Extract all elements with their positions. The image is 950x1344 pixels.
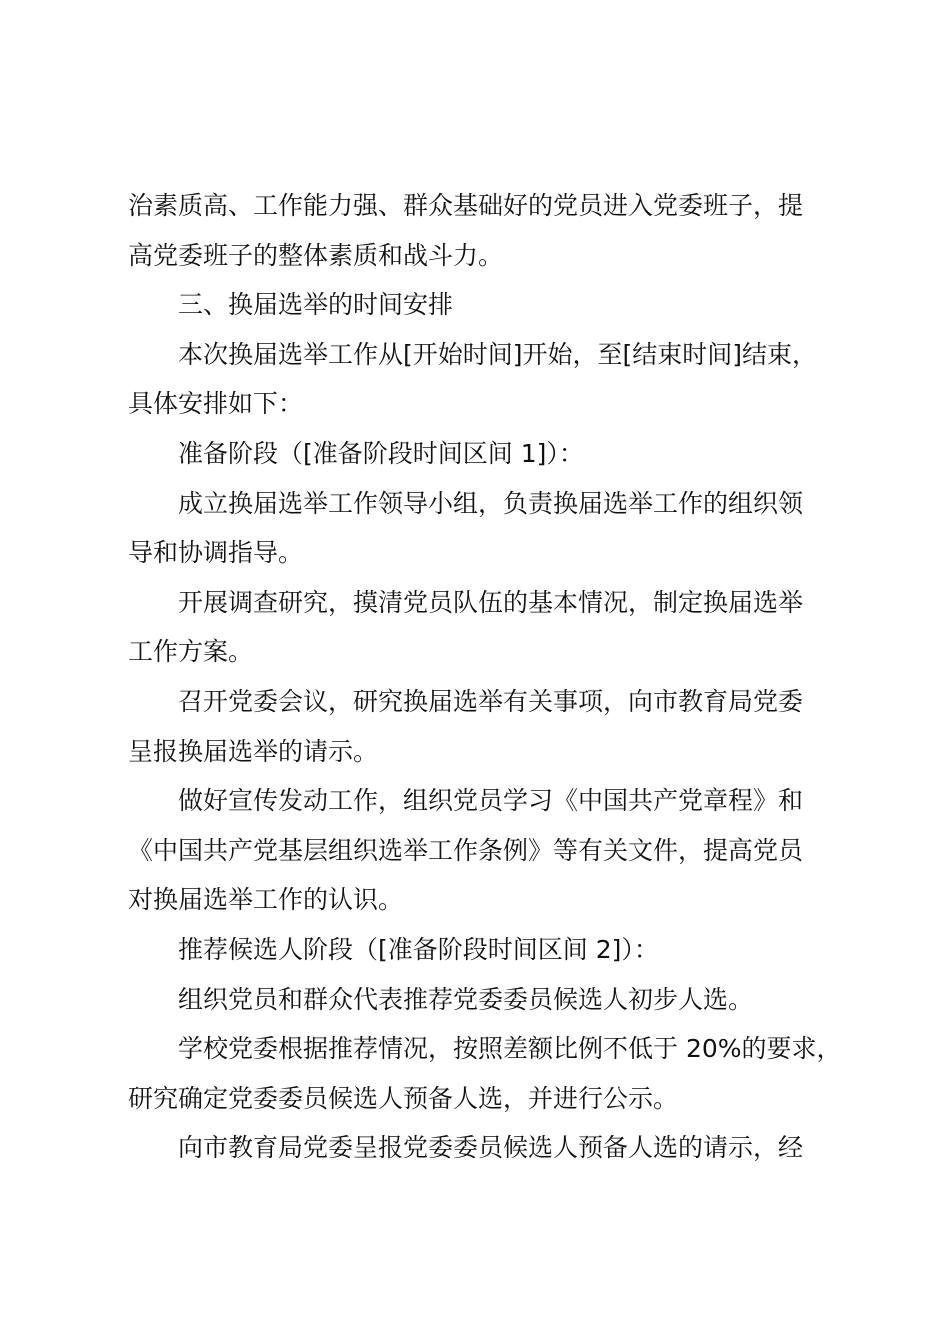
phase-heading: 推荐候选人阶段（[准备阶段时间区间 2]）：: [178, 934, 659, 964]
text-line: 治素质高、工作能力强、群众基础好的党员进入党委班子，提: [128, 191, 804, 220]
text-line: 开展调查研究，摸清党员队伍的基本情况，制定换届选举: [178, 587, 804, 617]
text-line: 组织党员和群众代表推荐党委委员候选人初步人选。: [178, 984, 754, 1014]
text-line: 学校党委根据推荐情况，按照差额比例不低于 20%的要求，: [178, 1034, 842, 1064]
text-line: 成立换届选举工作领导小组，负责换届选举工作的组织领: [178, 488, 804, 518]
section-heading: 三、换届选举的时间安排: [178, 290, 454, 320]
phase-heading: 准备阶段（[准备阶段时间区间 1]）：: [178, 438, 584, 468]
document-body: [128, 181, 853, 1173]
text-line: 对换届选举工作的认识。: [128, 885, 404, 915]
text-line: 呈报换届选举的请示。: [128, 736, 379, 766]
text-line: 本次换届选举工作从[开始时间]开始，至[结束时间]结束，: [178, 339, 818, 369]
text-line: 具体安排如下：: [128, 389, 304, 419]
text-line: 《中国共产党基层组织选举工作条例》等有关文件，提高党员: [128, 835, 804, 865]
text-line: 做好宣传发动工作，组织党员学习《中国共产党章程》和: [178, 786, 804, 816]
text-line: 高党委班子的整体素质和战斗力。: [128, 240, 504, 270]
text-line: 研究确定党委委员候选人预备人选，并进行公示。: [128, 1083, 679, 1113]
text-line: 向市教育局党委呈报党委委员候选人预备人选的请示，经: [178, 1133, 804, 1163]
text-line: 工作方案。: [128, 637, 254, 667]
text-line: 导和协调指导。: [128, 538, 304, 568]
text-line: 召开党委会议，研究换届选举有关事项，向市教育局党委: [178, 686, 804, 716]
